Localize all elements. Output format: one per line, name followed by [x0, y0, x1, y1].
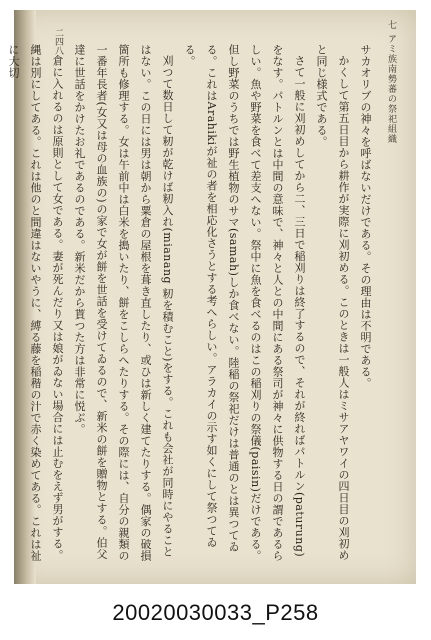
paragraph: 倉に入れるのは原則として女である。妻が死んだり又は娘がゐない場合には止むをえず男がする。縄は別にしてある。これは他のと間違はないやうに、縛る藤を稲稭の汁で赤く染めてある。これは祉に大切: [7, 44, 64, 562]
paragraph: 刈つて数日して籾が乾けば籾入れ(mianang 籾を積むこと)をする。これも会社が同時にやることはない。この日には男は朝から粟倉の屋根を葺き直したり、或ひは新しく建てたりする。偶家の破損箇所も修理する。女は午前中は白米を搗いたり、餅をこしらへたりする。その際には、自分の親類の一番年長者(女又は母の血族の)の家で女が餅を世話を受けてゐるので、新米の餅を贈物とする。伯父達に世話をかけたお礼であるのである。新米だから貰つた方は非常に悦ぶ。: [73, 44, 174, 562]
paragraph: さて一般に刈初めしてから二、三日で稲刈りは終了するので、それが終ればパトルン(paturung)をなす。パトルンとは中間の意味で、神々と人との中間にある祭司が神々に供物する日の謂であるらしい。魚や野菜を食べて差支へない。祭中に魚を食べるのはこの稲刈りの祭儀(paisin)だけである。但し野菜のうちでは野生植物のサマ(samah)しか食べない。陸稲の祭祀だけは普通のとは異つてゐる。これはArahikiが祉の者を相応化さうとする考へらしい。アラカイの示す如くにして祭つてゐる。: [183, 44, 306, 562]
page-number: 二四八: [53, 28, 63, 55]
paragraph: サカオリブの神々を呼ばないだけである。その理由は不明である。: [359, 44, 372, 389]
image-caption: 20020030033_P258: [112, 600, 319, 625]
book-page: [7, 10, 416, 584]
body-text: [7, 44, 376, 564]
running-header: 七 アミ族南勢蕃の祭祀組織: [386, 20, 396, 144]
paragraph: かくして第五日目から耕作が実際に刈初める。このときは一般人はミサアヤワイの四日目の刈初めと同じ様式である。: [315, 44, 350, 561]
